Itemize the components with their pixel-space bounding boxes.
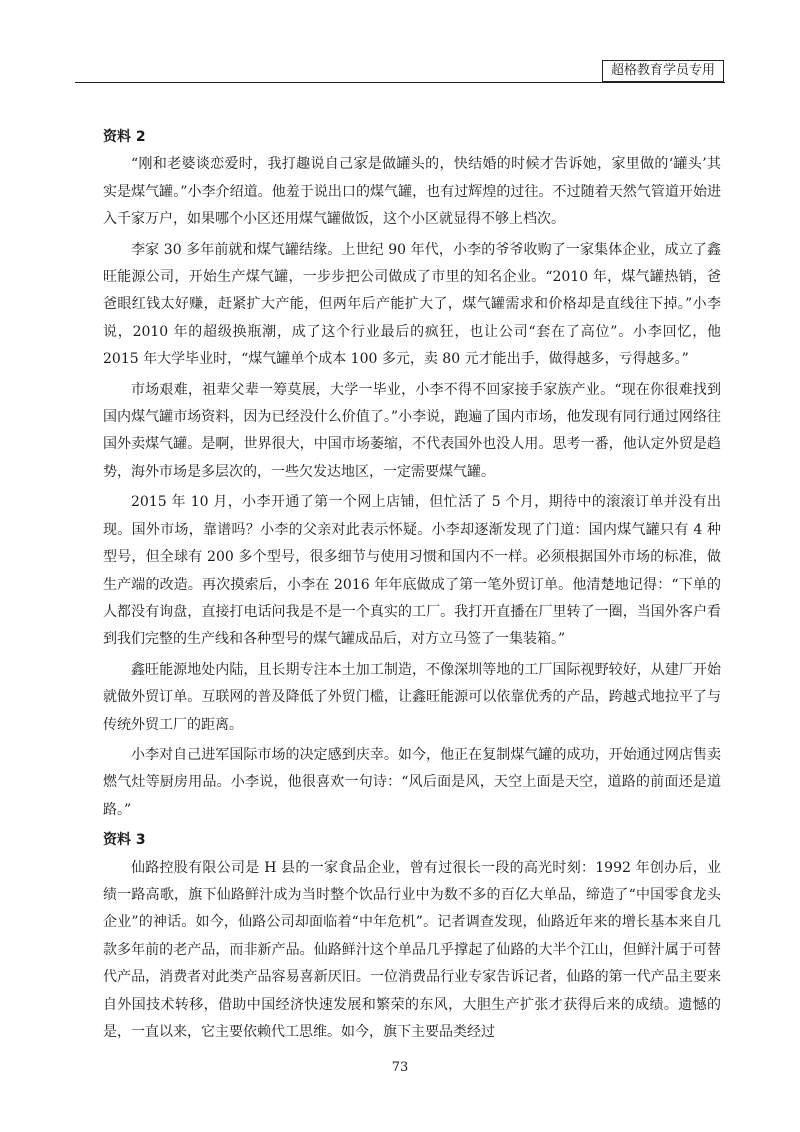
section-heading: 资料 3 — [103, 832, 146, 849]
paragraph: 2015 年 10 月，小李开通了第一个网上店铺，但忙活了 5 个月，期待中的滚滚订单并没有出现。国外市场，靠谱吗？小李的父亲对此表示怀疑。小李却逐渐发现了门道：国内煤气罐只有 4 种型号，但全球有 200 多个型号，很多细节与使用习惯和国内不一样。必须根据国外市场的标准，做生产端的改造。再次摸索后，小李在 2016 年年底做成了第一笔外贸订单。他清楚地记得：“下单的人都没有询盘，直接打电话问我是不是一个真实的工厂。我打开直播在厂里转了一圈，当国外客户看到我们完整的生产线和各种型号的煤气罐成品后，对方立马签了一集装箱。” — [103, 494, 721, 648]
header-rule — [75, 82, 725, 83]
header-badge: 超格教育学员专用 — [602, 60, 724, 82]
page-number: 73 — [391, 1060, 409, 1075]
document-body — [103, 124, 721, 1049]
paragraph: 鑫旺能源地处内陆，且长期专注本土加工制造，不像深圳等地的工厂国际视野较好，从建厂开始就做外贸订单。互联网的普及降低了外贸门槛，让鑫旺能源可以依靠优秀的产品，跨越式地拉平了与传统外贸工厂的距离。 — [103, 661, 721, 733]
section-heading: 资料 2 — [103, 129, 146, 145]
paragraph: 仙路控股有限公司是 H 县的一家食品企业，曾有过很长一段的高光时刻：1992 年创办后，业绩一路高歌，旗下仙路鲜汁成为当时整个饮品行业中为数不多的百亿大单品，缔造了“中国零食龙头企业”的神话。如今，仙路公司却面临着“中年危机”。记者调查发现，仙路近年来的增长基本来自几款多年前的老产品，而非新产品。仙路鲜汁这个单品几乎撑起了仙路的大半个江山，但鲜汁属于可替代产品，消费者对此类产品容易喜新厌旧。一位消费品行业专家告诉记者，仙路的第一代产品主要来自外国技术转移，借助中国经济快速发展和繁荣的东风，大胆生产扩张才获得后来的成绩。遗憾的是，一直以来，它主要依赖代工思维。如今，旗下主要品类经过 — [103, 859, 721, 1040]
paragraph: “刚和老婆谈恋爱时，我打趣说自己家是做罐头的，快结婚的时候才告诉她，家里做的‘罐头’其实是煤气罐。”小李介绍道。他羞于说出口的煤气罐，也有过辉煌的过往。不过随着天然气管道开始进入千家万户，如果哪个小区还用煤气罐做饭，这个小区就显得不够上档次。 — [103, 156, 721, 228]
paragraph: 李家 30 多年前就和煤气罐结缘。上世纪 90 年代，小李的爷爷收购了一家集体企业，成立了鑫旺能源公司，开始生产煤气罐，一步步把公司做成了市里的知名企业。“2010 年，煤气罐热销，爸爸眼红钱太好赚，赶紧扩大产能，但两年后产能扩大了，煤气罐需求和价格却是直线往下掉。”小李说，2010 年的超级换瓶潮，成了这个行业最后的疯狂，也让公司“套在了高位”。小李回忆，他 2015 年大学毕业时，“煤气罐单个成本 100 多元，卖 80 元才能出手，做得越多，亏得越多。” — [103, 241, 721, 368]
paragraph: 小李对自己进军国际市场的决定感到庆幸。如今，他正在复制煤气罐的成功，开始通过网店售卖燃气灶等厨房用品。小李说，他很喜欢一句诗：“风后面是风，天空上面是天空，道路的前面还是道路。” — [103, 746, 721, 818]
paragraph: 市场艰难，祖辈父辈一筹莫展，大学一毕业，小李不得不回家接手家族产业。“现在你很难找到国内煤气罐市场资料，因为已经没什么价值了。”小李说，跑遍了国内市场，他发现有同行通过网络往国外卖煤气罐。是啊，世界很大，中国市场萎缩，不代表国外也没人用。思考一番，他认定外贸是趋势，海外市场是多层次的，一些欠发达地区，一定需要煤气罐。 — [103, 381, 721, 480]
